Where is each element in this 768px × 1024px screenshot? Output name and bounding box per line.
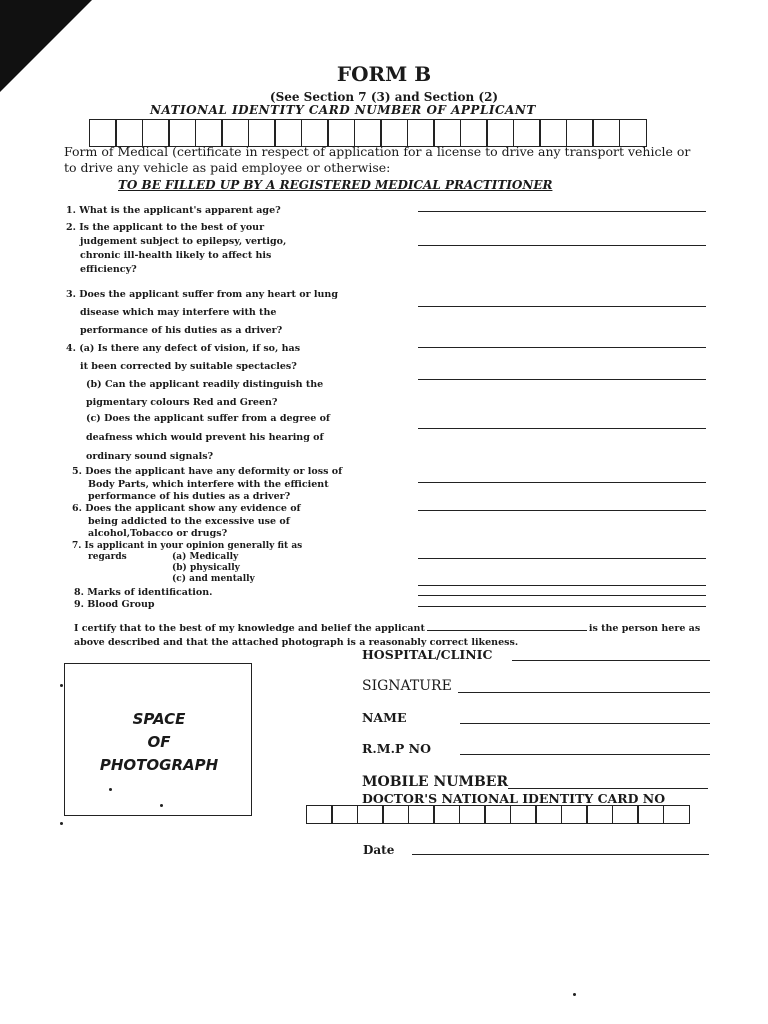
nic-box[interactable] — [357, 805, 384, 824]
question-3: 3. Does the applicant suffer from any heart or lung disease which may interfere with the performance of his duties as a driver? — [66, 289, 338, 336]
hospital-clinic-line[interactable] — [512, 660, 710, 661]
nic-box[interactable] — [408, 805, 435, 824]
signature-label: SIGNATURE — [362, 678, 452, 694]
mobile-number-line[interactable] — [508, 788, 708, 789]
nic-box[interactable] — [592, 119, 620, 147]
answer-line-9[interactable] — [418, 606, 706, 607]
hospital-clinic-label: HOSPITAL/CLINIC — [362, 647, 493, 662]
nic-box[interactable] — [115, 119, 143, 147]
nic-box[interactable] — [513, 119, 541, 147]
nic-box[interactable] — [354, 119, 382, 147]
nic-box[interactable] — [195, 119, 223, 147]
date-line[interactable] — [412, 854, 709, 855]
nic-box[interactable] — [460, 119, 488, 147]
speck — [160, 804, 163, 807]
nic-box[interactable] — [142, 119, 170, 147]
question-4b: (b) Can the applicant readily distinguish the pigmentary colours Red and Green? — [86, 379, 324, 408]
nic-box[interactable] — [248, 119, 276, 147]
speck — [60, 684, 63, 687]
nic-box[interactable] — [433, 805, 460, 824]
question-4c: (c) Does the applicant suffer from a degree of deafness which would prevent his hearing of ordinary sound signals? — [86, 413, 331, 462]
question-9: 9. Blood Group — [74, 599, 155, 610]
form-subtitle: (See Section 7 (3) and Section (2) — [269, 90, 499, 104]
answer-line-6[interactable] — [418, 510, 706, 511]
nic-box[interactable] — [382, 805, 409, 824]
nic-box[interactable] — [663, 805, 690, 824]
mobile-number-label: MOBILE NUMBER — [362, 774, 509, 790]
rmp-no-label: R.M.P NO — [362, 741, 431, 756]
certificate-text: I certify that to the best of my knowledge and belief the applicant is the person here as above described and that the attached photograph is a reasonably correct likeness. — [74, 623, 701, 648]
name-line[interactable] — [460, 723, 710, 724]
nic-box[interactable] — [586, 805, 613, 824]
question-5: 5. Does the applicant have any deformity or loss of Body Parts, which interfere with the efficient performance of his duties as a driver? — [72, 466, 343, 502]
speck — [60, 822, 63, 825]
nic-box[interactable] — [331, 805, 358, 824]
question-6: 6. Does the applicant show any evidence of being addicted to the excessive use of alcohol,Tobacco or drugs? — [72, 503, 301, 539]
date-label: Date — [363, 843, 395, 857]
answer-line-1[interactable] — [418, 211, 706, 212]
nic-box[interactable] — [221, 119, 249, 147]
question-7-options: (a) Medically (b) physically (c) and mentally — [172, 552, 255, 584]
nic-box[interactable] — [561, 805, 588, 824]
question-8: 8. Marks of identification. — [74, 587, 213, 598]
answer-line-3[interactable] — [418, 306, 706, 307]
nic-box[interactable] — [486, 119, 514, 147]
nic-box[interactable] — [327, 119, 355, 147]
intro-text: Form of Medical (certificate in respect of application for a license to drive any transport vehicle or to drive any vehicle as paid employee or otherwise: — [64, 144, 691, 175]
name-label: NAME — [362, 710, 407, 725]
nic-box[interactable] — [535, 805, 562, 824]
answer-line-4b[interactable] — [418, 379, 706, 380]
speck — [573, 993, 576, 996]
nic-box[interactable] — [566, 119, 594, 147]
answer-line-4a[interactable] — [418, 347, 706, 348]
question-2: 2. Is the applicant to the best of your judgement subject to epilepsy, vertigo, chronic ill-health likely to affect his efficiency? — [66, 222, 287, 275]
applicant-nic-boxes[interactable] — [90, 119, 647, 147]
nic-box[interactable] — [407, 119, 435, 147]
answer-line-5[interactable] — [418, 482, 706, 483]
nic-box[interactable] — [484, 805, 511, 824]
nic-box[interactable] — [619, 119, 647, 147]
answer-line-7c[interactable] — [418, 585, 706, 586]
question-1: 1. What is the applicant's apparent age? — [66, 205, 281, 216]
signature-line[interactable] — [458, 692, 710, 693]
rmp-no-line[interactable] — [460, 754, 710, 755]
nic-box[interactable] — [433, 119, 461, 147]
nic-box[interactable] — [274, 119, 302, 147]
answer-line-7a[interactable] — [418, 558, 706, 559]
doctor-nic-boxes[interactable] — [307, 805, 690, 824]
question-7: 7. Is applicant in your opinion generally fit as regards — [72, 541, 303, 562]
nic-box[interactable] — [306, 805, 333, 824]
question-4a: 4. (a) Is there any defect of vision, if so, has it been corrected by suitable spectacles? — [66, 343, 301, 372]
answer-line-2[interactable] — [418, 245, 706, 246]
intro-instruction: TO BE FILLED UP BY A REGISTERED MEDICAL PRACTITIONER — [118, 178, 553, 192]
applicant-name-blank[interactable] — [427, 630, 587, 631]
nic-box[interactable] — [168, 119, 196, 147]
nic-box[interactable] — [539, 119, 567, 147]
applicant-nic-label: NATIONAL IDENTITY CARD NUMBER OF APPLICANT — [150, 103, 536, 117]
nic-box[interactable] — [637, 805, 664, 824]
nic-box[interactable] — [459, 805, 486, 824]
nic-box[interactable] — [301, 119, 329, 147]
photograph-space[interactable] — [64, 663, 252, 816]
nic-box[interactable] — [612, 805, 639, 824]
answer-line-4c[interactable] — [418, 428, 706, 429]
answer-line-8[interactable] — [418, 595, 706, 596]
nic-box[interactable] — [510, 805, 537, 824]
nic-box[interactable] — [89, 119, 117, 147]
speck — [109, 788, 112, 791]
doctor-nic-label: DOCTOR'S NATIONAL IDENTITY CARD NO — [362, 791, 666, 806]
nic-box[interactable] — [380, 119, 408, 147]
photograph-placeholder: SPACE OF PHOTOGRAPH — [99, 710, 219, 774]
form-title: FORM B — [336, 62, 432, 86]
